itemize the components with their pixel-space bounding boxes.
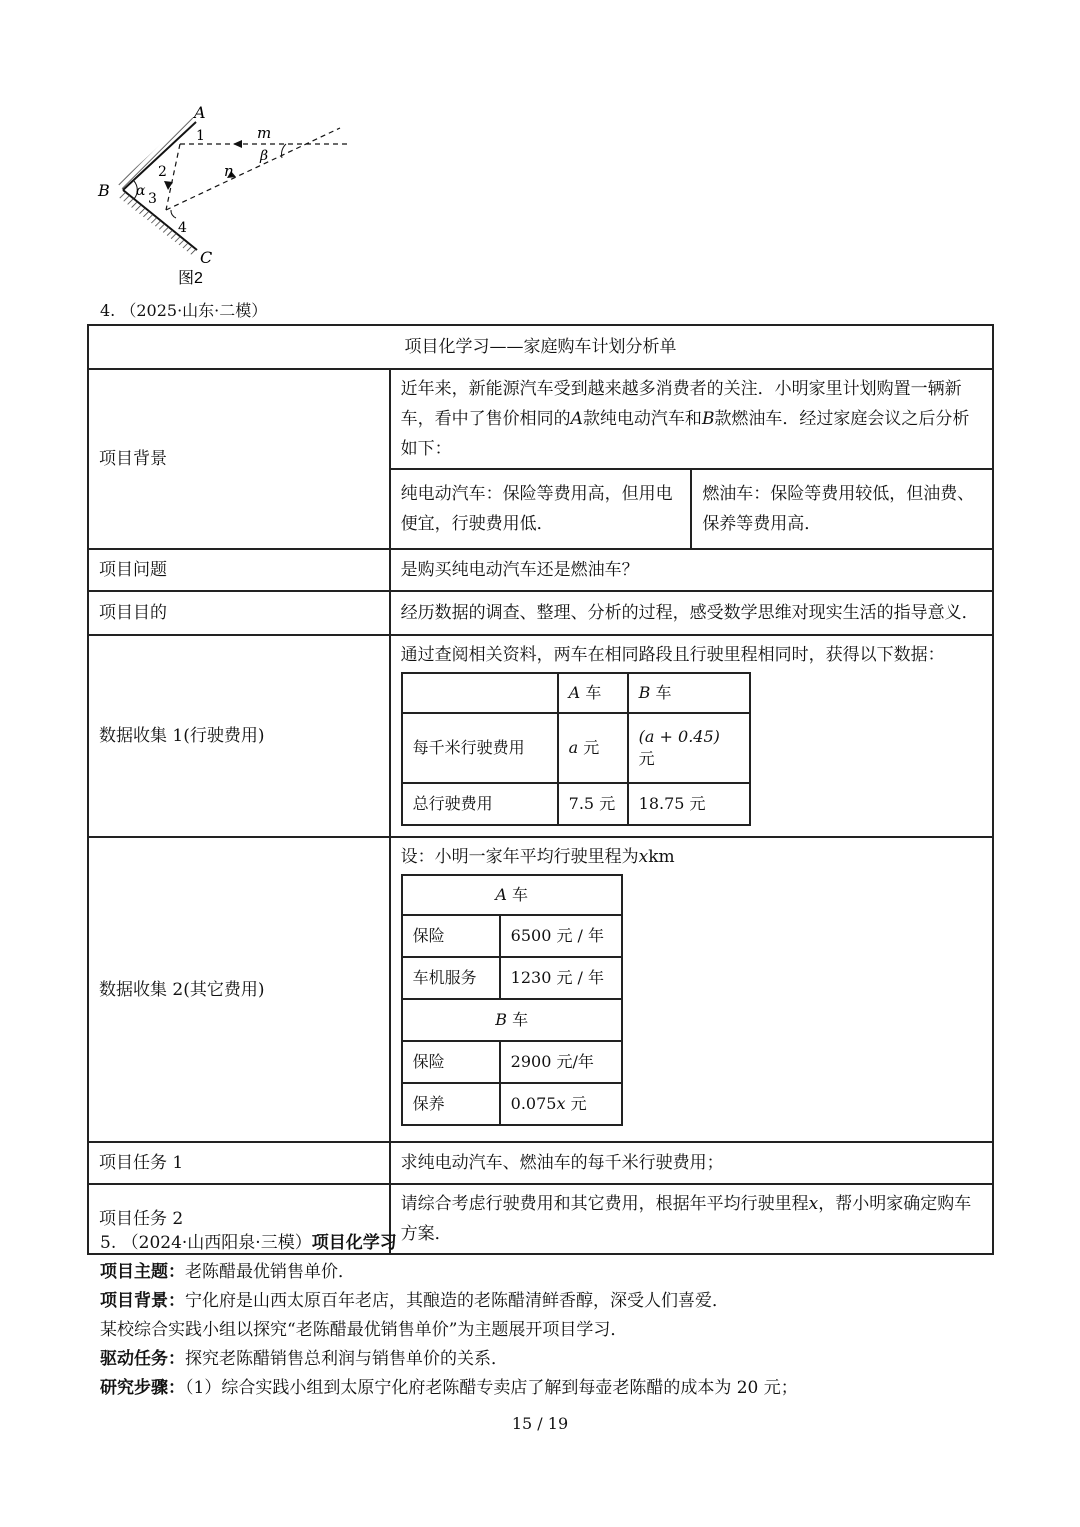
data1-row2-label: 总行驶费用: [402, 783, 558, 825]
bg-intro-part3: 款燃油车．经过家庭会议之后分析如下：: [400, 409, 970, 459]
figure-2-diagram: [90, 100, 360, 290]
label-m: m: [257, 124, 272, 142]
label-b: B: [98, 181, 110, 200]
bg-intro-b: B: [701, 409, 715, 429]
data2-table: [401, 874, 623, 1126]
table-title: 项目化学习——家庭购车计划分析单: [88, 325, 993, 369]
data2-a-row2-value: 1230 元 / 年: [500, 957, 622, 999]
background-intro: [390, 369, 993, 469]
task2-text: 请综合考虑行驶费用和其它费用，根据年平均行驶里程x，帮小明家确定购车方案．: [390, 1184, 993, 1254]
q4-heading: [100, 298, 267, 321]
bg-intro-a: A: [570, 409, 583, 429]
figure-caption: 图2: [178, 270, 203, 287]
q5-title: 项目化学习: [311, 1233, 397, 1253]
data2-b-row2-label: 保养: [402, 1083, 500, 1125]
data2-label: 数据收集 2(其它费用): [88, 837, 390, 1142]
data1-row1-label: 每千米行驶费用: [402, 713, 558, 783]
data2-b-header: B 车: [402, 999, 622, 1041]
data1-row1-a: a 元: [558, 713, 628, 783]
label-beta: β: [260, 148, 269, 164]
data2-cell: [390, 837, 993, 1142]
data1-col-a: A 车: [558, 673, 628, 713]
q5-background: 项目背景：宁化府是山西太原百年老店，其酿造的老陈醋清鲜香醇，深受人们喜爱．: [100, 1291, 729, 1311]
task1-label: 项目任务 1: [88, 1142, 390, 1184]
data1-cell: [390, 635, 993, 837]
label-c: C: [200, 248, 213, 267]
angle-4-label: 4: [178, 220, 187, 236]
data1-row2-b: 18.75 元: [628, 783, 750, 825]
page-number: 15 / 19: [511, 1414, 569, 1433]
data1-table: [401, 672, 751, 826]
data1-row1-b: (a + 0.45) 元: [628, 713, 750, 783]
data2-b-row1-label: 保险: [402, 1041, 500, 1083]
ray-inner-arrow: [164, 181, 173, 190]
q4-number: 4.: [100, 301, 116, 320]
mirror-ab-hatch: [118, 116, 196, 190]
ray-n: [166, 128, 340, 210]
angle-3-label: 3: [148, 191, 157, 207]
data2-a-row1-value: 6500 元 / 年: [500, 915, 622, 957]
q5-topic: 项目主题：老陈醋最优销售单价．: [100, 1262, 355, 1282]
data1-intro: 通过查阅相关资料，两车在相同路段且行驶里程相同时，获得以下数据：: [400, 645, 945, 665]
angle-2-label: 2: [158, 164, 167, 180]
data1-label: 数据收集 1(行驶费用): [88, 635, 390, 837]
q5-line3: 某校综合实践小组以探究“老陈醋最优销售单价”为主题展开项目学习．: [100, 1320, 628, 1340]
task2-label: 项目任务 2: [88, 1184, 390, 1254]
fuel-note: 燃油车：保险等费用较低，但油费、保养等费用高．: [691, 469, 993, 549]
data2-b-row1-value: 2900 元/年: [500, 1041, 622, 1083]
label-n: n: [224, 162, 234, 180]
car-plan-table: [87, 324, 994, 1255]
data1-col-b: B 车: [628, 673, 750, 713]
data1-corner: [402, 673, 558, 713]
data2-intro: 设：小明一家年平均行驶里程为xkm: [400, 847, 675, 867]
problem-label: 项目问题: [88, 549, 390, 591]
bg-intro-part2: 款纯电动汽车和: [582, 409, 702, 429]
task1-text: 求纯电动汽车、燃油车的每千米行驶费用；: [390, 1142, 993, 1184]
ray-inner: [166, 144, 180, 210]
q4-source: （2025·山东·二模）: [120, 301, 268, 320]
goal-text: 经历数据的调查、整理、分析的过程，感受数学思维对现实生活的指导意义．: [390, 591, 993, 635]
angle-4-arc: [171, 210, 176, 218]
goal-label: 项目目的: [88, 591, 390, 635]
angle-1-label: 1: [196, 128, 205, 144]
q5-number: 5.: [100, 1233, 117, 1253]
label-a: A: [194, 103, 206, 122]
problem-text: 是购买纯电动汽车还是燃油车？: [390, 549, 993, 591]
bg-intro-part1: 近年来，新能源汽车受到越来越多消费者的关注．小明家里计划购置一辆新车，看中了售价相同的: [400, 379, 962, 429]
q5-task: 驱动任务：探究老陈醋销售总利润与销售单价的关系．: [100, 1349, 508, 1369]
ray-m-arrow: [233, 140, 242, 148]
q5-steps: 研究步骤：（1）综合实践小组到太原宁化府老陈醋专卖店了解到每壶老陈醋的成本为 20 元；: [100, 1378, 798, 1398]
q5-heading: [100, 1230, 397, 1256]
q5-source: （2024·山西阳泉·三模）: [121, 1233, 312, 1253]
background-label: 项目背景: [88, 369, 390, 549]
data2-a-header: A 车: [402, 875, 622, 915]
ev-note: 纯电动汽车：保险等费用高，但用电便宜，行驶费用低．: [390, 469, 692, 549]
label-alpha: α: [136, 183, 146, 199]
data2-b-row2-value: 0.075x 元: [500, 1083, 622, 1125]
data1-row2-a: 7.5 元: [558, 783, 628, 825]
data2-a-row1-label: 保险: [402, 915, 500, 957]
data2-a-row2-label: 车机服务: [402, 957, 500, 999]
